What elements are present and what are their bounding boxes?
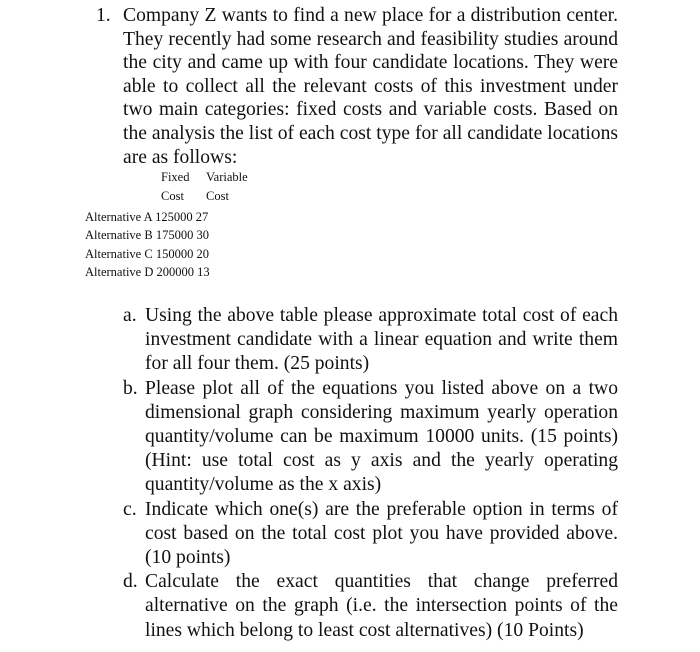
variable-cost-value: 13 (197, 264, 210, 279)
variable-cost-value: 20 (196, 246, 209, 261)
variable-cost-value: 30 (196, 228, 209, 243)
subpart-text: Indicate which one(s) are the preferable option in terms of cost based on the total cost plot you have provided above. (10 points) (145, 498, 618, 569)
alternative-label: Alternative C (85, 246, 153, 261)
subpart-letter: d. (123, 571, 138, 593)
alternative-label: Alternative D (85, 264, 154, 279)
subpart-letter: c. (123, 498, 137, 520)
alternative-label: Alternative A (85, 210, 152, 224)
table-header-fixed: Fixed (161, 170, 190, 184)
subpart-list (123, 304, 618, 643)
table-header-variable: Variable (206, 170, 248, 184)
fixed-cost-value: 200000 (156, 264, 195, 279)
cost-table (85, 208, 210, 281)
subpart-b (123, 377, 618, 498)
subpart-letter: b. (123, 377, 138, 399)
question-number: 1. (96, 5, 111, 26)
table-row (85, 226, 210, 244)
fixed-cost-value: 150000 (155, 246, 194, 261)
subpart-d (123, 570, 618, 643)
subpart-a (123, 304, 618, 377)
subpart-text: Please plot all of the equations you listed above on a two dimensional graph considering maximum yearly operation quantity/volume can be maximum 10000 units. (15 points) (Hint: use total cost as y axis and the yearly operating quantity/volume as the x axis) (145, 377, 618, 496)
alternative-label: Alternative B (85, 228, 153, 243)
subpart-text: Calculate the exact quantities that change preferred alternative on the graph (i.e. the intersection points of the lines which belong to least cost alternatives) (10 Points) (145, 571, 618, 641)
fixed-cost-value: 175000 (155, 228, 194, 243)
table-row (85, 245, 210, 263)
question-intro: Company Z wants to find a new place for a distribution center. They recently had some research and feasibility studies around the city and came up with four candidate locations. They were able to collect all the relevant costs of this investment under two main categories: fixed costs and variable costs. Based on the analysis the list of each cost type for all candidate locations are as follows: (123, 5, 618, 168)
variable-cost-value: 27 (195, 210, 209, 224)
subpart-c (123, 498, 618, 571)
table-header-cost-1: Cost (161, 189, 184, 203)
subpart-text: Using the above table please approximate total cost of each investment candidate with a linear equation and write them for all four them. (25 points) (145, 305, 618, 375)
table-header-cost-2: Cost (206, 189, 229, 203)
fixed-cost-value: 125000 (155, 210, 193, 224)
table-row (85, 208, 210, 226)
question-1 (96, 4, 618, 169)
subpart-letter: a. (123, 305, 137, 326)
table-row (85, 263, 210, 281)
